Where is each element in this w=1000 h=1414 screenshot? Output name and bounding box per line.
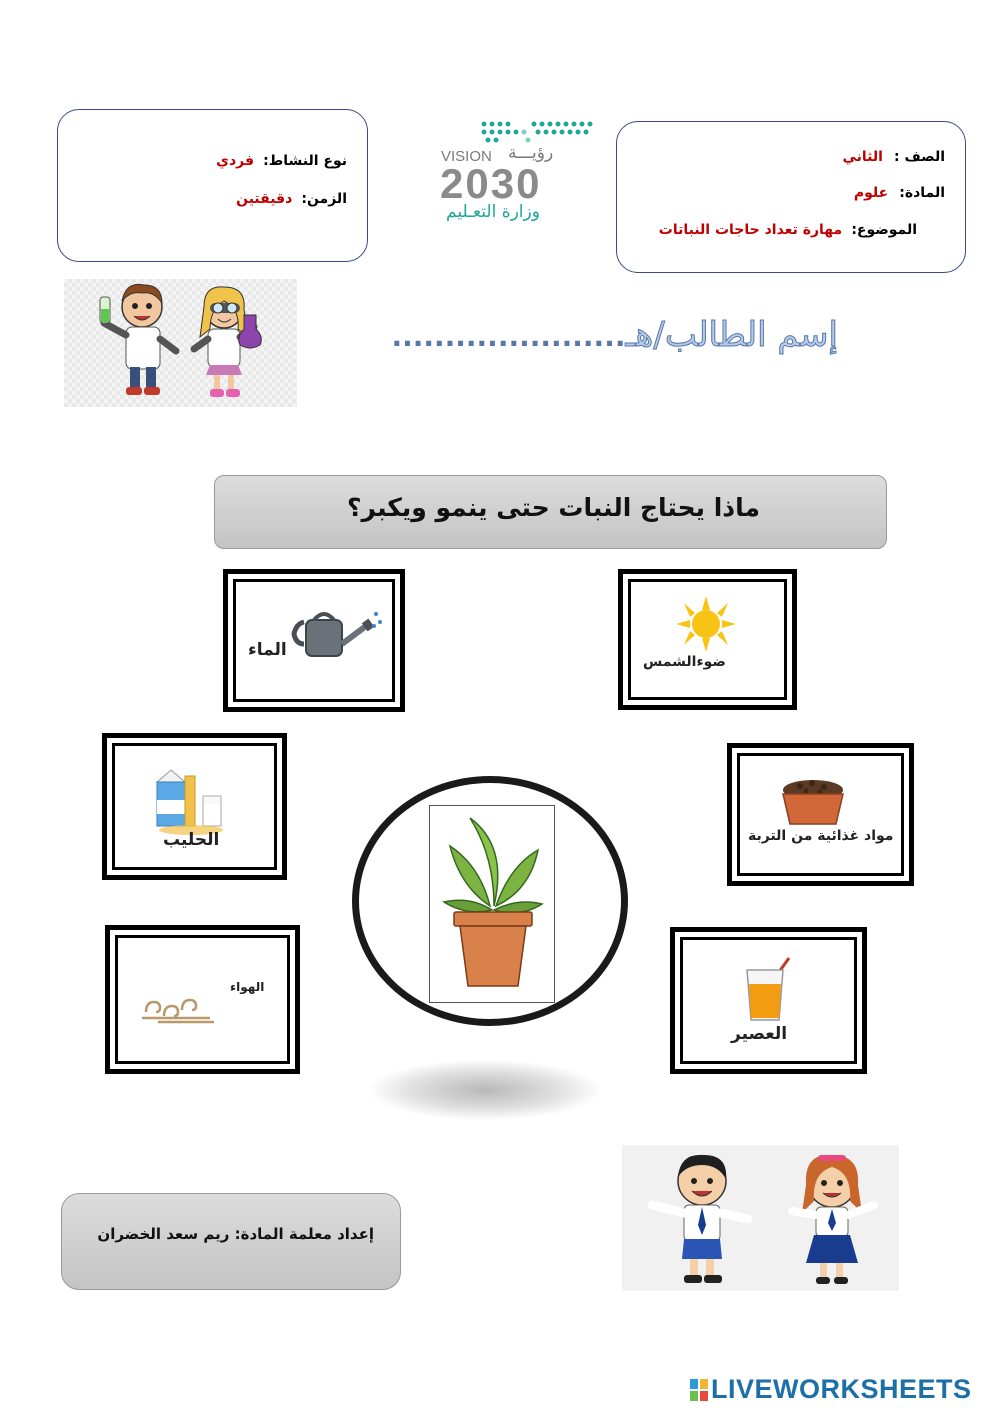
card-juice-inner (680, 937, 857, 1064)
card-sun[interactable] (618, 569, 797, 710)
plant-frame (429, 805, 555, 1003)
card-air-inner (115, 935, 290, 1064)
subject-value: علوم (853, 185, 889, 201)
grade-value: الثاني (842, 149, 883, 165)
students-icon (622, 1145, 899, 1291)
scientist-kids-icon (64, 279, 297, 407)
logo-vision-arabic: رؤيـــة (508, 143, 554, 163)
air-swirl-icon (140, 988, 220, 1028)
student-name-label: إسم الطالب/هـ (625, 315, 838, 355)
prepared-by-text: إعداد معلمة المادة: ريم سعد الخضران (97, 1225, 374, 1243)
card-juice-label: العصير (731, 1024, 788, 1044)
juice-glass-icon (739, 956, 799, 1026)
student-name-dots: ...................... (391, 320, 626, 353)
milk-icon (151, 768, 231, 838)
card-sun-inner (628, 579, 787, 700)
card-milk-label: الحليب (163, 830, 220, 850)
prepared-by-box (61, 1193, 401, 1290)
card-sun-label: ضوءالشمس (643, 654, 726, 670)
scientist-kids-image (64, 279, 297, 407)
logo-ministry-text: وزارة التعـليم (446, 202, 540, 222)
card-milk-inner (112, 743, 277, 870)
question-text: ماذا يحتاج النبات حتى ينمو ويكبر؟ (347, 493, 760, 522)
student-name-line[interactable] (318, 315, 838, 367)
card-soil-inner (737, 753, 904, 876)
card-air[interactable] (105, 925, 300, 1074)
topic-label: الموضوع: (851, 222, 917, 238)
info-box-right (616, 121, 966, 273)
subject-label: المادة: (899, 185, 945, 201)
card-water[interactable] (223, 569, 405, 712)
topic-row (659, 219, 917, 238)
card-soil[interactable] (727, 743, 914, 886)
liveworksheets-watermark (690, 1374, 972, 1404)
activity-row (216, 150, 347, 169)
activity-value: فردي (216, 153, 255, 169)
time-label: الزمن: (301, 191, 347, 207)
logo-vision-text: VISION (441, 148, 492, 165)
plant-circle (352, 776, 628, 1026)
card-air-label: الهواء (230, 980, 265, 994)
sun-icon (671, 594, 741, 654)
subject-row (854, 182, 945, 201)
card-soil-label: مواد غذائية من التربة (748, 828, 894, 844)
activity-label: نوع النشاط: (263, 153, 347, 169)
logo-year-text: 2030 (440, 160, 542, 207)
time-value: دقيقتين (236, 191, 293, 207)
plant-shadow (370, 1060, 600, 1120)
card-water-label: الماء (248, 640, 287, 660)
topic-value: مهارة تعداد حاجات النباتات (658, 222, 843, 238)
students-image (622, 1145, 899, 1291)
watering-can-icon (274, 604, 384, 664)
time-row (236, 188, 347, 207)
card-milk[interactable] (102, 733, 287, 880)
info-box-left (57, 109, 368, 262)
potted-plant-icon (430, 806, 554, 1002)
card-water-inner (233, 579, 395, 702)
soil-pot-icon (778, 778, 848, 828)
question-banner (214, 475, 887, 549)
liveworksheets-text: LIVEWORKSHEETS (711, 1374, 972, 1404)
vision-2030-logo (438, 118, 598, 223)
liveworksheets-logo-icon (690, 1379, 708, 1401)
grade-row (842, 146, 945, 165)
card-juice[interactable] (670, 927, 867, 1074)
grade-label: الصف : (894, 149, 945, 165)
